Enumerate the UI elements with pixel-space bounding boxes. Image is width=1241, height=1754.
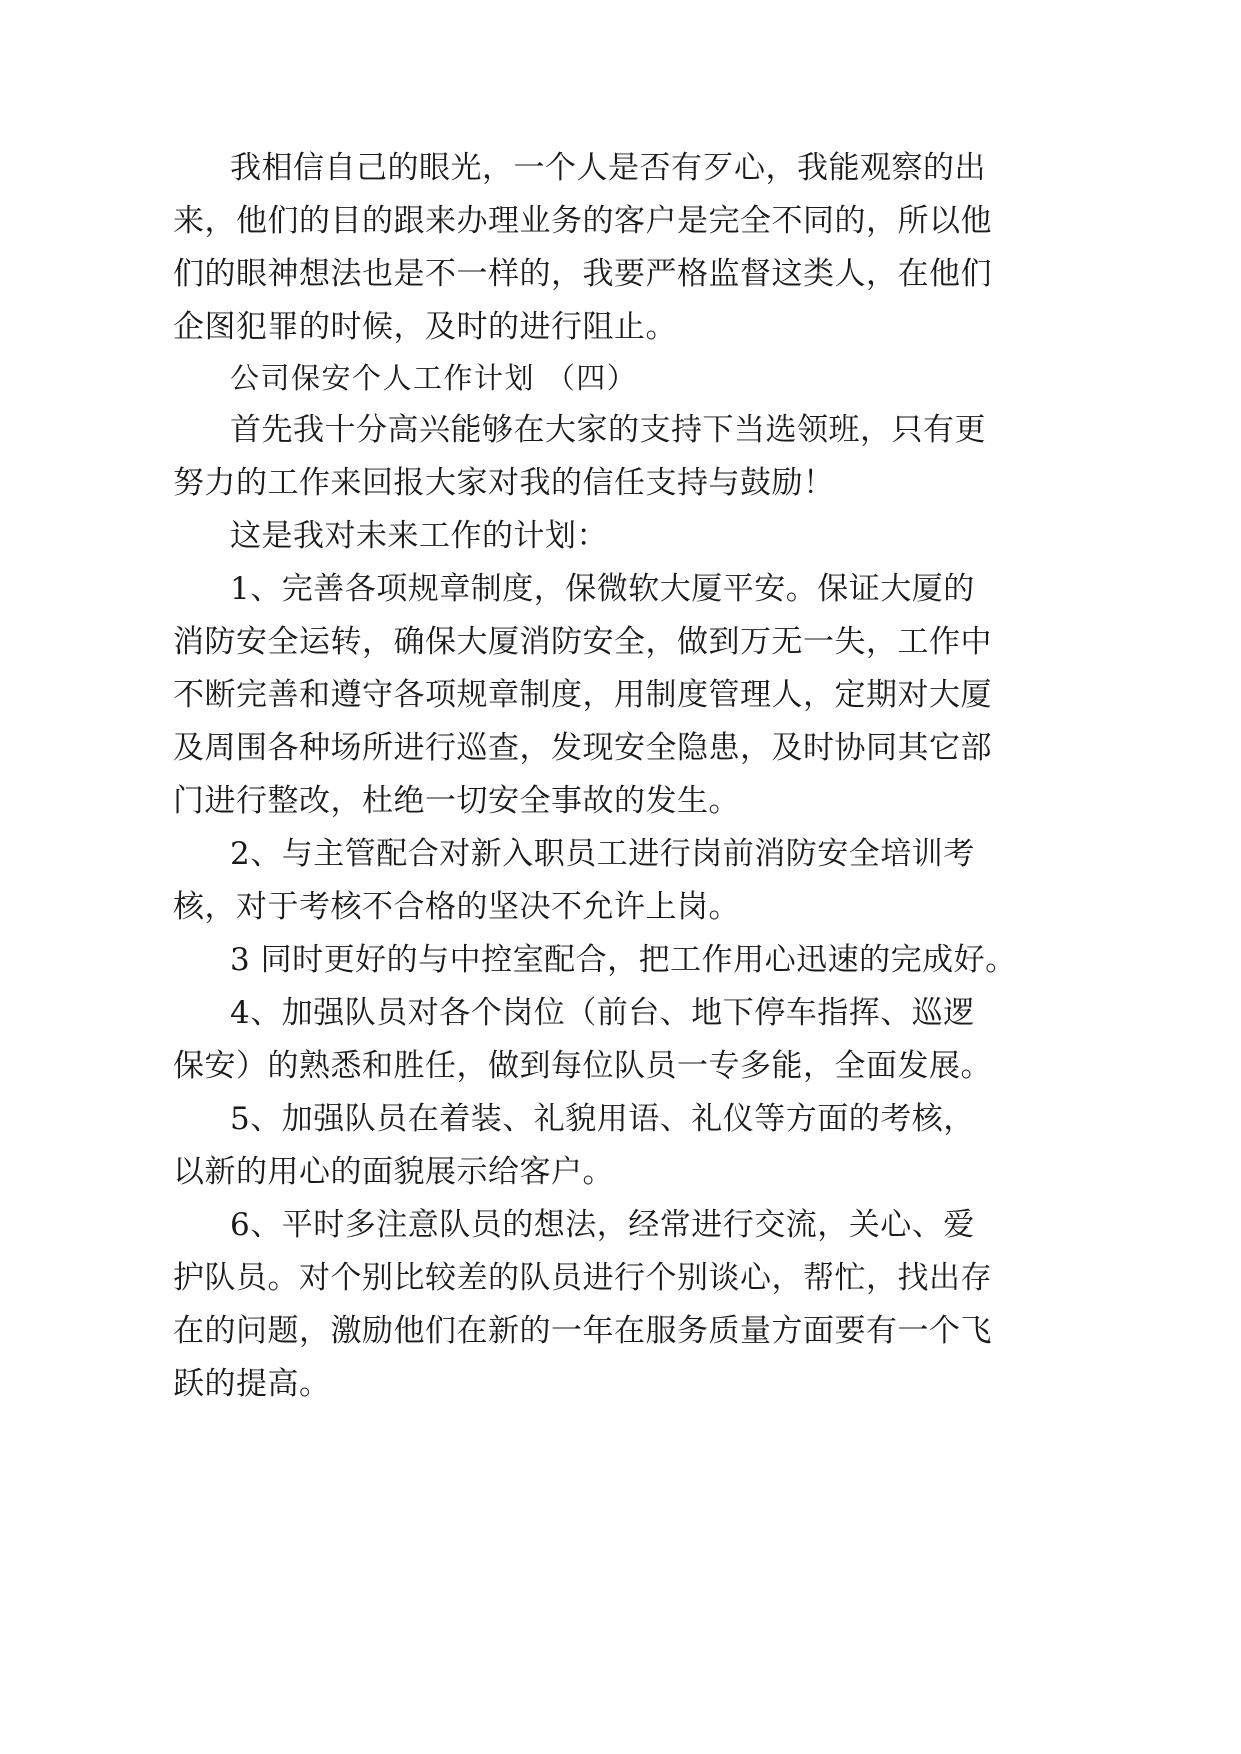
text-line: 3 同时更好的与中控室配合，把工作用心迅速的完成好。 xyxy=(230,942,1017,978)
text-line: 首先我十分高兴能够在大家的支持下当选领班，只有更 xyxy=(230,412,986,448)
text-line: 保安）的熟悉和胜任，做到每位队员一专多能，全面发展。 xyxy=(173,1048,992,1084)
text-line: 跃的提高。 xyxy=(173,1366,331,1402)
text-line: 门进行整改，杜绝一切安全事故的发生。 xyxy=(173,783,740,819)
text-line: 我相信自己的眼光，一个人是否有歹心，我能观察的出 xyxy=(230,150,986,186)
text-line: 在的问题，激励他们在新的一年在服务质量方面要有一个飞 xyxy=(173,1313,992,1349)
text-line: 核，对于考核不合格的坚决不允许上岗。 xyxy=(173,889,740,925)
text-line: 4、加强队员对各个岗位（前台、地下停车指挥、巡逻 xyxy=(230,995,975,1031)
text-line: 1、完善各项规章制度，保微软大厦平安。保证大厦的 xyxy=(230,571,975,607)
section-heading: 公司保安个人工作计划 （四） xyxy=(230,361,638,395)
text-line: 来，他们的目的跟来办理业务的客户是完全不同的，所以他 xyxy=(173,203,992,239)
text-line: 们的眼神想法也是不一样的，我要严格监督这类人，在他们 xyxy=(173,256,992,292)
text-line: 不断完善和遵守各项规章制度，用制度管理人，定期对大厦 xyxy=(173,677,992,713)
text-line: 努力的工作来回报大家对我的信任支持与鼓励！ xyxy=(173,465,835,501)
text-line: 这是我对未来工作的计划： xyxy=(230,518,608,554)
text-line: 5、加强队员在着装、礼貌用语、礼仪等方面的考核， xyxy=(230,1101,975,1137)
text-line: 企图犯罪的时候，及时的进行阻止。 xyxy=(173,309,677,345)
text-line: 护队员。对个别比较差的队员进行个别谈心，帮忙，找出存 xyxy=(173,1260,992,1296)
text-line: 2、与主管配合对新入职员工进行岗前消防安全培训考 xyxy=(230,836,975,872)
text-line: 及周围各种场所进行巡查，发现安全隐患，及时协同其它部 xyxy=(173,730,992,766)
text-line: 以新的用心的面貌展示给客户。 xyxy=(173,1154,614,1190)
text-line: 6、平时多注意队员的想法，经常进行交流，关心、爱 xyxy=(230,1207,975,1243)
text-line: 消防安全运转，确保大厦消防安全，做到万无一失，工作中 xyxy=(173,624,992,660)
